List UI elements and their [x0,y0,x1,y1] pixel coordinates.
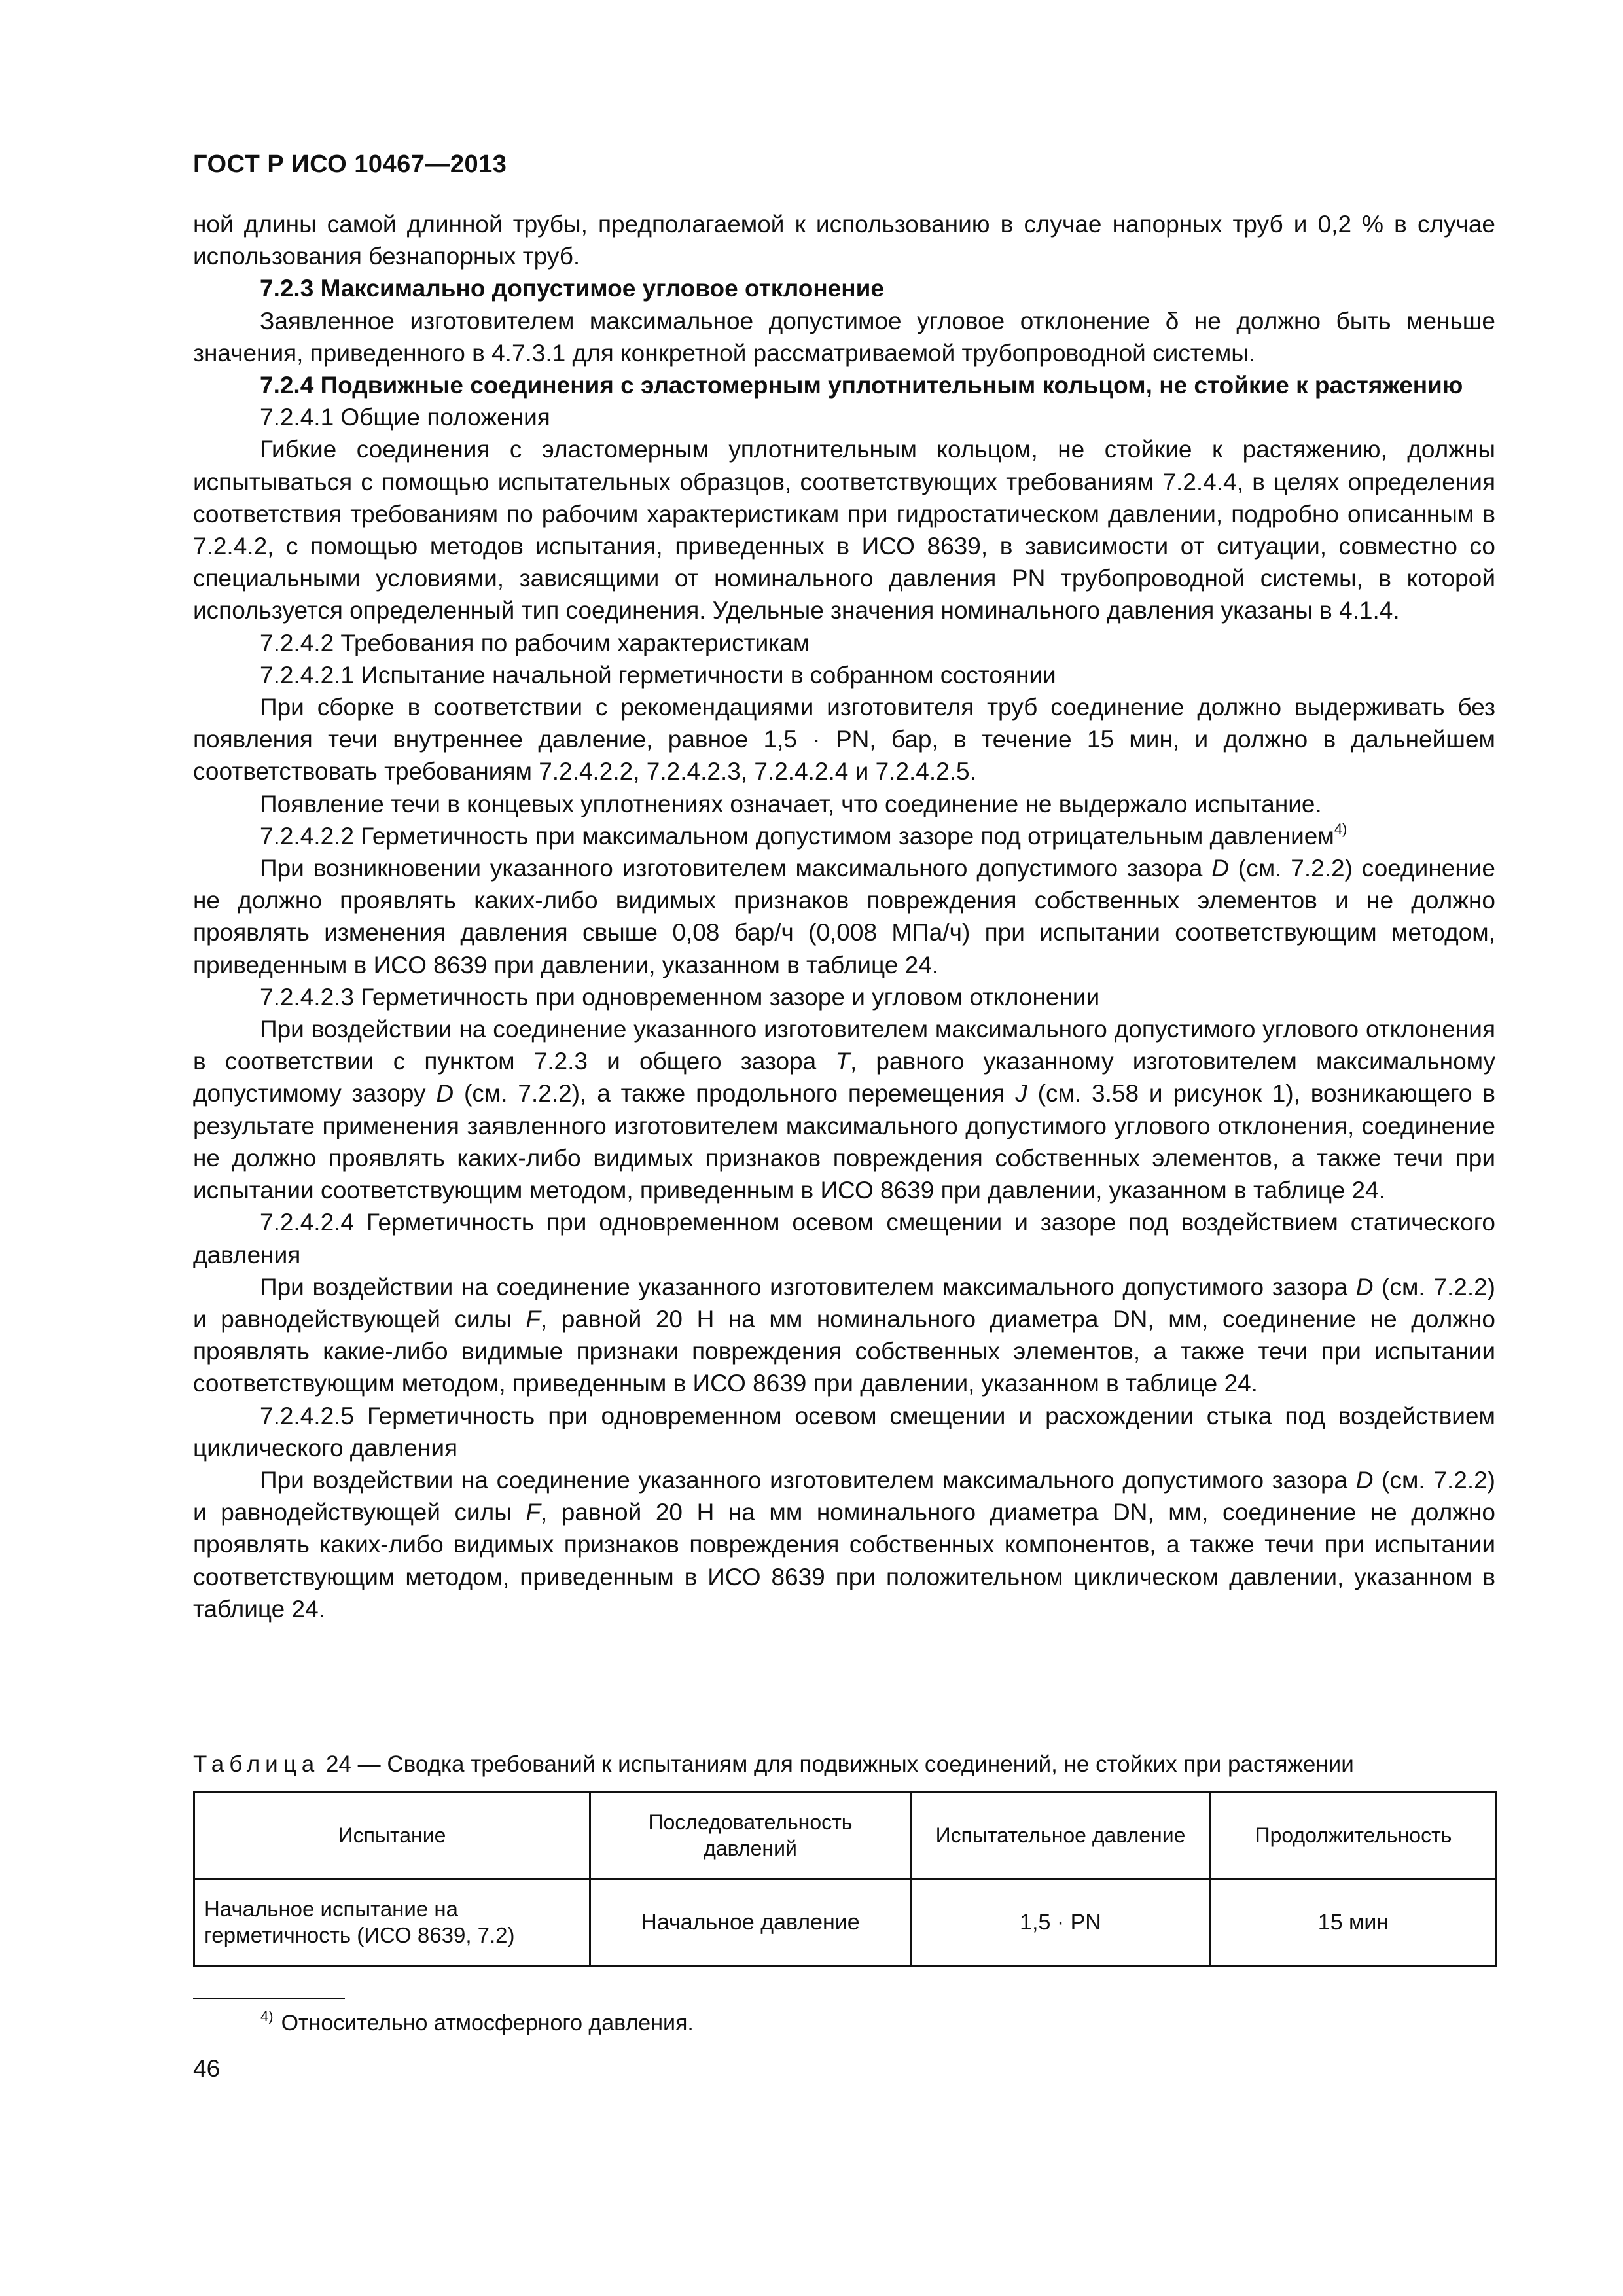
symbol-d: D [1355,1273,1374,1300]
subsection-heading-7-2-4-2: 7.2.4.2 Требования по рабочим характеристикам [260,629,810,656]
section-heading-7-2-3: 7.2.3 Максимально допустимое угловое отклонение [260,275,884,302]
table-caption-text: 24 — Сводка требований к испытаниям для подвижных соединений, не стойких при растяжении [319,1751,1354,1777]
subsection-heading-7-2-4-2-1: 7.2.4.2.1 Испытание начальной герметичности в собранном состоянии [260,661,1056,689]
paragraph-7-2-4-2-1-b: Появление течи в концевых уплотнениях означает, что соединение не выдержало испытание. [260,790,1322,817]
paragraph-7-2-4-1: Гибкие соединения с эластомерным уплотнительным кольцом, не стойкие к растяжению, должны испытываться с помощью испытательных образцов, соответствующих требованиям 7.2.4.4, в целях определения соответствия требованиям по рабочим характеристикам при гидростатическом давлении, подробно описанным в 7.2.4.2, с помощью методов испытания, приведенных в ИСО 8639, в зависимости от ситуации, совместно со специальными условиями, зависящими от номинального давления PN трубопроводной системы, в которой используется определенный тип соединения. Удельные значения номинального давления указаны в 4.1.4. [193,436,1495,624]
symbol-d: D [1211,855,1229,882]
footnote-text: Относительно атмосферного давления. [281,2011,694,2036]
footnote-mark: 4) [260,2008,274,2024]
paragraph-7-2-4-2-3: При воздействии на соединение указанного изготовителем максимального допустимого углового отклонения в соответствии с пунктом 7.2.3 и общего зазора T, равного указанному изготовителем максимальному допустимому зазору D (см. 7.2.2), а также продольного перемещения J (см. 3.58 и рисунок 1), возникающего в результате применения заявленного изготовителем максимального допустимого углового отклонения, соединение не должно проявлять каких-либо видимых признаков повреждения собственных элементов, а также течи при испытании соответствующим методом, приведенным в ИСО 8639 при давлении, указанном в таблице 24. [193,1016,1495,1204]
footnote-reference: 4) [1334,820,1347,837]
symbol-f: F [526,1305,541,1333]
subsection-heading-7-2-4-2-5: 7.2.4.2.5 Герметичность при одновременном осевом смещении и расхождении стыка под воздействием циклического давления [193,1402,1495,1462]
requirements-table [193,1791,1497,1967]
table-header-cell: Испытание [194,1792,590,1879]
table-row [194,1879,1497,1966]
table-header-cell: Продолжительность [1211,1792,1497,1879]
paragraph-7-2-4-2-1-a: При сборке в соответствии с рекомендациями изготовителя труб соединение должно выдерживать без появления течи внутреннее давление, равное 1,5 · PN, бар, в течение 15 мин, и должно в дальнейшем соответствовать требованиям 7.2.4.2.2, 7.2.4.2.3, 7.2.4.2.4 и 7.2.4.2.5. [193,694,1495,785]
table-cell: Начальное испытание на герметичность (ИСО 8639, 7.2) [194,1879,590,1966]
table-header-cell: Последовательность давлений [590,1792,911,1879]
table-cell: 1,5 · PN [911,1879,1211,1966]
symbol-d: D [436,1080,454,1107]
table-header-cell: Испытательное давление [911,1792,1211,1879]
symbol-d: D [1355,1466,1374,1494]
symbol-f: F [526,1499,541,1526]
subsection-heading-7-2-4-2-2 [193,820,1495,852]
table-header-row [194,1792,1497,1879]
symbol-j: J [1015,1080,1027,1107]
paragraph-7-2-4-2-5: При воздействии на соединение указанного изготовителем максимального допустимого зазора D (см. 7.2.2) и равнодействующей силы F, равной 20 Н на мм номинального диаметра DN, мм, соединение не должно проявлять каких-либо видимых признаков повреждения собственных компонентов, а также течи при испытании соответствующим методом, приведенным в ИСО 8639 при положительном циклическом давлении, указанном в таблице 24. [193,1466,1496,1623]
table-caption [193,1751,1495,1778]
body-text [193,208,1495,1625]
paragraph-7-2-3: Заявленное изготовителем максимальное допустимое угловое отклонение δ не должно быть меньше значения, приведенного в 4.7.3.1 для конкретной рассматриваемой трубопроводной системы. [193,307,1495,367]
document-header: ГОСТ Р ИСО 10467—2013 [193,151,507,178]
paragraph-continuation: ной длины самой длинной трубы, предполагаемой к использованию в случае напорных труб и 0,2 % в случае использования безнапорных труб. [193,211,1495,270]
subsection-heading-7-2-4-2-3: 7.2.4.2.3 Герметичность при одновременном зазоре и угловом отклонении [260,983,1100,1011]
footnote [260,2008,694,2036]
paragraph-7-2-4-2-2: При возникновении указанного изготовителем максимального допустимого зазора D (см. 7.2.2) соединение не должно проявлять каких-либо видимых признаков повреждения собственных элементов и не должно проявлять изменения давления свыше 0,08 бар/ч (0,008 МПа/ч) при испытании соответствующим методом, приведенным в ИСО 8639 при давлении, указанном в таблице 24. [193,855,1496,978]
page-number: 46 [193,2055,221,2082]
paragraph-7-2-4-2-4: При воздействии на соединение указанного изготовителем максимального допустимого зазора D (см. 7.2.2) и равнодействующей силы F, равной 20 Н на мм номинального диаметра DN, мм, соединение не должно проявлять какие-либо видимые признаки повреждения собственных элементов, а также течи при испытании соответствующим методом, приведенным в ИСО 8639 при давлении, указанном в таблице 24. [193,1273,1496,1397]
subsection-heading-7-2-4-2-4: 7.2.4.2.4 Герметичность при одновременном осевом смещении и зазоре под воздействием статического давления [193,1209,1495,1268]
footnote-divider [193,1998,345,1999]
table-caption-label: Таблица [193,1751,320,1777]
heading-text: 7.2.4.2.2 Герметичность при максимальном допустимом зазоре под отрицательным давлением [260,822,1334,850]
symbol-t: T [835,1048,850,1075]
table-cell: 15 мин [1211,1879,1497,1966]
table-cell: Начальное давление [590,1879,911,1966]
subsection-heading-7-2-4-1: 7.2.4.1 Общие положения [260,404,550,431]
section-heading-7-2-4: 7.2.4 Подвижные соединения с эластомерным уплотнительным кольцом, не стойкие к растяжению [260,372,1463,399]
